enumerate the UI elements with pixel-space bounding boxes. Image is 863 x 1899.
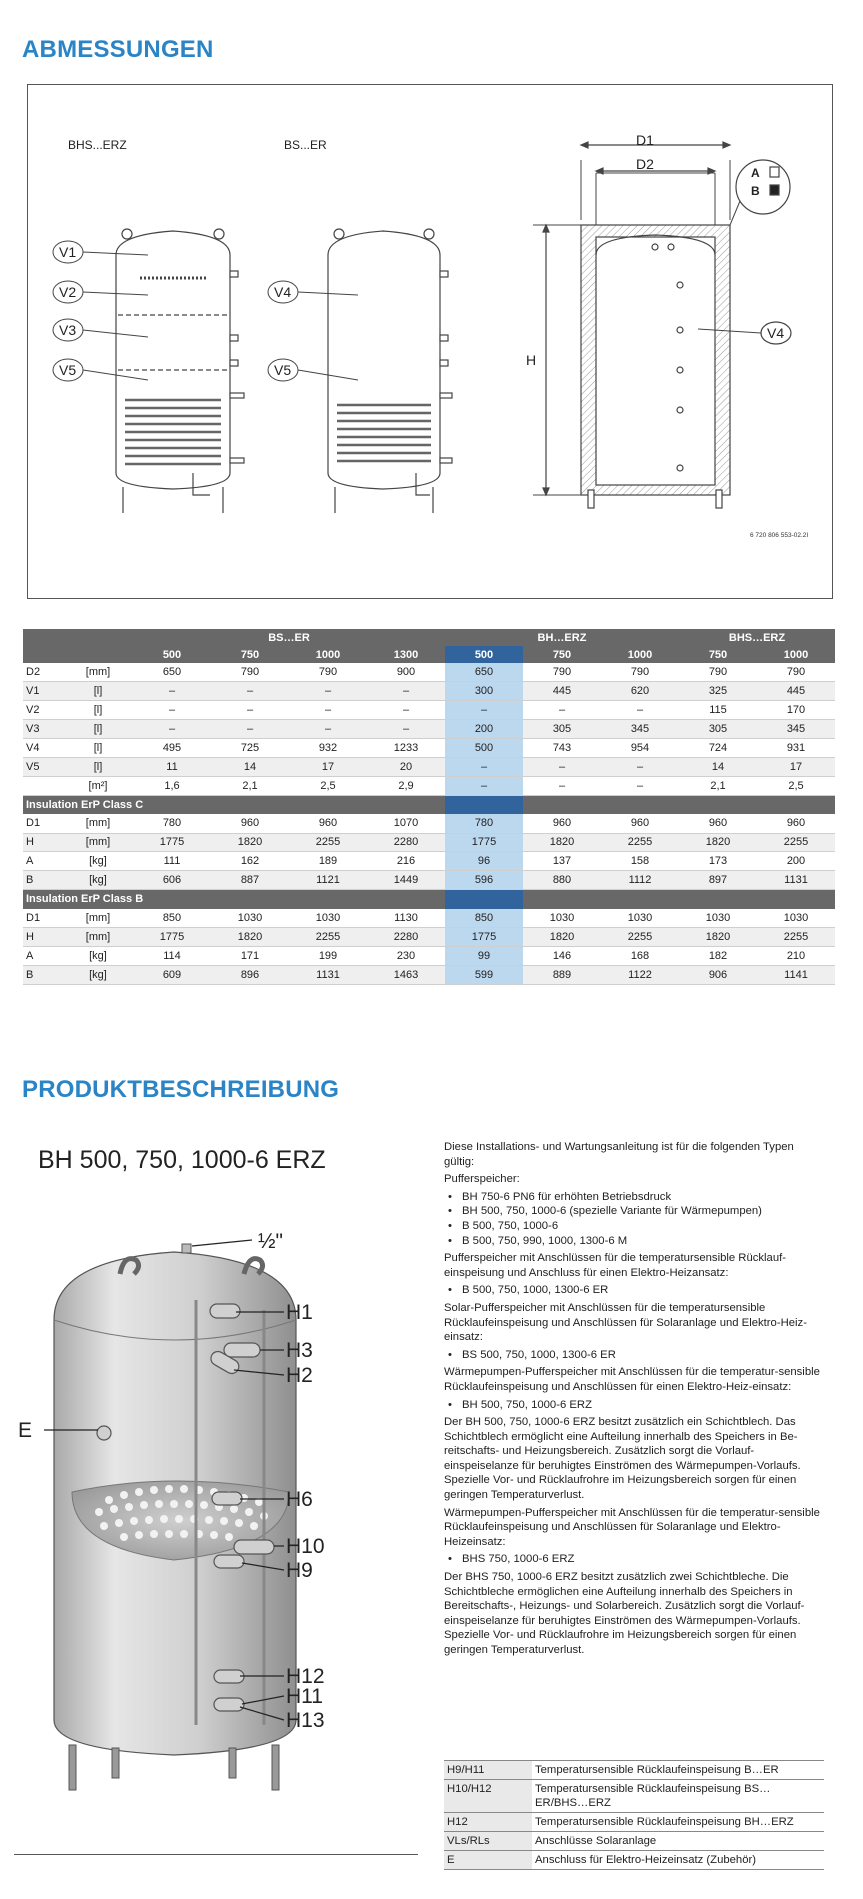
table-cell: 780 — [445, 814, 523, 833]
row-unit: [l] — [63, 720, 133, 739]
table-cell: 300 — [445, 682, 523, 701]
table-cell: 1121 — [289, 871, 367, 890]
table-cell: 1820 — [679, 833, 757, 852]
list-item: • BH 500, 750, 1000-6 (spezielle Variante für Wärmepumpen) — [444, 1204, 824, 1219]
row-unit: [kg] — [63, 946, 133, 965]
table-cell: 17 — [289, 757, 367, 776]
table-cell: 1131 — [757, 871, 835, 890]
table-cell: – — [523, 757, 601, 776]
size-label: 500 — [445, 646, 523, 663]
table-cell: – — [445, 701, 523, 720]
table-cell: 2255 — [757, 927, 835, 946]
table-cell: 960 — [211, 814, 289, 833]
table-row — [23, 965, 835, 984]
table-section-header — [23, 890, 835, 909]
desc-list-2 — [444, 1283, 824, 1298]
table-cell: 1130 — [367, 909, 445, 928]
product-description — [444, 1140, 824, 1661]
table-cell: 1030 — [211, 909, 289, 928]
table-cell: 960 — [601, 814, 679, 833]
table-cell: 495 — [133, 739, 211, 758]
svg-text:H11: H11 — [286, 1685, 323, 1708]
svg-text:H13: H13 — [286, 1709, 325, 1732]
connection-row: H10/H12 Temperatursensible Rücklaufeinspeisung BS…ER/BHS…ERZ — [444, 1780, 824, 1813]
section-label: Insulation ErP Class C — [23, 795, 445, 814]
table-cell: 325 — [679, 682, 757, 701]
table-cell: 897 — [679, 871, 757, 890]
table-cell: 2255 — [757, 833, 835, 852]
table-cell: 305 — [523, 720, 601, 739]
row-unit: [mm] — [63, 663, 133, 682]
group-label: BH…ERZ — [445, 629, 679, 646]
row-label: H — [23, 833, 63, 852]
table-row — [23, 757, 835, 776]
desc-list-3 — [444, 1348, 824, 1363]
table-row — [23, 852, 835, 871]
table-cell: 1030 — [679, 909, 757, 928]
table-cell: 115 — [679, 701, 757, 720]
row-label: B — [23, 871, 63, 890]
label-v4: V4 — [767, 325, 785, 341]
table-cell: 790 — [679, 663, 757, 682]
desc-heading-buffer: Pufferspeicher: — [444, 1173, 520, 1186]
dimensions-heading: ABMESSUNGEN — [22, 36, 214, 63]
table-cell: 1820 — [679, 927, 757, 946]
table-cell: – — [211, 720, 289, 739]
bs-tank-drawing — [328, 229, 452, 513]
table-cell: 1775 — [133, 927, 211, 946]
table-cell: 200 — [757, 852, 835, 871]
table-cell: 880 — [523, 871, 601, 890]
table-cell: 725 — [211, 739, 289, 758]
table-size-header — [23, 646, 835, 663]
row-unit: [l] — [63, 739, 133, 758]
table-cell: – — [133, 720, 211, 739]
table-cell: 230 — [367, 946, 445, 965]
table-cell: 445 — [523, 682, 601, 701]
table-cell: 1449 — [367, 871, 445, 890]
list-item: • BH 500, 750, 1000-6 ERZ — [444, 1398, 824, 1413]
table-cell: 790 — [757, 663, 835, 682]
desc-paragraph: Der BH 500, 750, 1000-6 ERZ besitzt zusätzlich ein Schichtblech. Das Schichtblech ermöglicht eine Aufteilung innerhalb des Speichers in Be-reitschafts- und Heizungsbereich. Zusätzlich sorgt die Vorlauf-einspeiselanze für beruhigtes Einströmen des Wärmepumpen-Vorlaufs. Spezielle Vor- und Rücklaufrohre im Heizungsbereich sorgen für einen geringen Temperaturverlust. — [444, 1416, 801, 1502]
table-cell: – — [601, 776, 679, 795]
table-cell: 111 — [133, 852, 211, 871]
table-cell: 850 — [133, 909, 211, 928]
table-cell: – — [289, 701, 367, 720]
table-cell: 14 — [679, 757, 757, 776]
row-unit: [mm] — [63, 814, 133, 833]
table-cell: 1820 — [523, 833, 601, 852]
table-cell: 1030 — [757, 909, 835, 928]
table-row — [23, 720, 835, 739]
table-cell: 931 — [757, 739, 835, 758]
size-label: 1000 — [289, 646, 367, 663]
dimension-drawing — [27, 84, 833, 599]
dimensions-table — [23, 629, 835, 985]
table-row — [23, 663, 835, 682]
table-cell: 1131 — [289, 965, 367, 984]
row-unit: [mm] — [63, 833, 133, 852]
product-title: BH 500, 750, 1000-6 ERZ — [38, 1146, 326, 1174]
table-cell: – — [367, 682, 445, 701]
table-cell: 790 — [289, 663, 367, 682]
table-cell: 137 — [523, 852, 601, 871]
desc-list-5 — [444, 1552, 824, 1567]
table-cell: 445 — [757, 682, 835, 701]
table-cell: 99 — [445, 946, 523, 965]
table-cell: 210 — [757, 946, 835, 965]
row-label: H — [23, 927, 63, 946]
row-label: V2 — [23, 701, 63, 720]
table-cell: 1820 — [211, 833, 289, 852]
table-cell: 216 — [367, 852, 445, 871]
table-row — [23, 814, 835, 833]
tank-body — [54, 1244, 296, 1790]
table-cell: 2255 — [601, 833, 679, 852]
table-cell: 146 — [523, 946, 601, 965]
table-cell: 2,9 — [367, 776, 445, 795]
svg-text:½": ½" — [258, 1230, 283, 1253]
svg-text:V4: V4 — [274, 284, 292, 300]
bhs-tank-drawing — [116, 229, 244, 513]
label-bs: BS...ER — [284, 138, 327, 152]
table-cell: 887 — [211, 871, 289, 890]
list-item: • B 500, 750, 1000, 1300-6 ER — [444, 1283, 824, 1298]
size-label: 500 — [133, 646, 211, 663]
list-item: • B 500, 750, 1000-6 — [444, 1219, 824, 1234]
table-cell: 1112 — [601, 871, 679, 890]
table-cell: 1233 — [367, 739, 445, 758]
table-cell: 960 — [523, 814, 601, 833]
table-cell: 1463 — [367, 965, 445, 984]
table-row — [23, 833, 835, 852]
table-cell: 599 — [445, 965, 523, 984]
row-label: D2 — [23, 663, 63, 682]
table-cell: 2255 — [289, 927, 367, 946]
table-cell: 1775 — [445, 927, 523, 946]
table-cell: 189 — [289, 852, 367, 871]
row-unit: [kg] — [63, 871, 133, 890]
table-cell: – — [445, 776, 523, 795]
desc-intro: Diese Installations- und Wartungsanleitung ist für die folgenden Typen gültig: — [444, 1141, 794, 1168]
svg-text:V5: V5 — [59, 362, 77, 378]
table-cell: 960 — [757, 814, 835, 833]
desc-paragraph: Der BHS 750, 1000-6 ERZ besitzt zusätzlich zwei Schichtbleche. Die Schichtbleche ermöglichen eine Aufteilung innerhalb des Speichers in Bereitschafts-, Heizungs- und Solarbereich. Zusätzlich sorgt die Vorlauf-einspeiselanze für beruhigtes Einströmen des Wärmepumpen-Vorlaufs. Spezielle Vor- und Rücklaufrohre im Heizungsbereich sorgen für einen geringen Temperaturverlust. — [444, 1571, 805, 1656]
row-label: V5 — [23, 757, 63, 776]
table-cell: – — [289, 720, 367, 739]
row-unit: [l] — [63, 701, 133, 720]
row-unit: [kg] — [63, 965, 133, 984]
table-cell: 2,5 — [757, 776, 835, 795]
size-label: 1300 — [367, 646, 445, 663]
table-row — [23, 927, 835, 946]
table-cell: 170 — [757, 701, 835, 720]
drawing-reference: 6 720 806 553-02.2I — [750, 532, 809, 539]
table-cell: 1820 — [211, 927, 289, 946]
table-cell: 200 — [445, 720, 523, 739]
table-cell: – — [523, 701, 601, 720]
table-cell: 850 — [445, 909, 523, 928]
table-cell: 932 — [289, 739, 367, 758]
table-cell: 620 — [601, 682, 679, 701]
table-cell: 889 — [523, 965, 601, 984]
table-cell: – — [367, 701, 445, 720]
size-label: 1000 — [601, 646, 679, 663]
svg-text:H2: H2 — [286, 1364, 313, 1387]
connection-row: H12 Temperatursensible Rücklaufeinspeisung BH…ERZ — [444, 1813, 824, 1832]
row-unit: [m²] — [63, 776, 133, 795]
table-cell: 1070 — [367, 814, 445, 833]
table-cell: 1141 — [757, 965, 835, 984]
row-label: V1 — [23, 682, 63, 701]
table-group-header — [23, 629, 835, 646]
size-label: 750 — [211, 646, 289, 663]
table-row — [23, 909, 835, 928]
group-label: BS…ER — [133, 629, 445, 646]
label-b: B — [751, 184, 760, 198]
row-label: D1 — [23, 909, 63, 928]
table-cell: 345 — [601, 720, 679, 739]
table-row — [23, 776, 835, 795]
table-cell: 1,6 — [133, 776, 211, 795]
table-cell: 2,1 — [679, 776, 757, 795]
table-cell: 168 — [601, 946, 679, 965]
size-label: 750 — [679, 646, 757, 663]
row-unit: [mm] — [63, 927, 133, 946]
list-item: • BHS 750, 1000-6 ERZ — [444, 1552, 824, 1567]
table-cell: 1030 — [601, 909, 679, 928]
connection-row: E Anschluss für Elektro-Heizeinsatz (Zubehör) — [444, 1851, 824, 1870]
table-cell: – — [367, 720, 445, 739]
svg-text:E: E — [18, 1419, 33, 1442]
list-item: • BS 500, 750, 1000, 1300-6 ER — [444, 1348, 824, 1363]
table-cell: 182 — [679, 946, 757, 965]
row-unit: [l] — [63, 682, 133, 701]
size-label: 1000 — [757, 646, 835, 663]
table-cell: 650 — [445, 663, 523, 682]
size-label: 750 — [523, 646, 601, 663]
row-unit: [mm] — [63, 909, 133, 928]
table-section-header — [23, 795, 835, 814]
svg-text:H9: H9 — [286, 1559, 313, 1582]
table-cell: 173 — [679, 852, 757, 871]
table-cell: 2255 — [601, 927, 679, 946]
table-row — [23, 701, 835, 720]
table-row — [23, 871, 835, 890]
table-row — [23, 682, 835, 701]
label-a: A — [751, 166, 760, 180]
table-cell: 790 — [601, 663, 679, 682]
row-label: B — [23, 965, 63, 984]
table-cell: 305 — [679, 720, 757, 739]
table-cell: 1820 — [523, 927, 601, 946]
table-cell: 900 — [367, 663, 445, 682]
table-cell: 1775 — [133, 833, 211, 852]
table-cell: – — [523, 776, 601, 795]
row-unit: [l] — [63, 757, 133, 776]
list-item: • B 500, 750, 990, 1000, 1300-6 M — [444, 1234, 824, 1249]
table-cell: 790 — [211, 663, 289, 682]
svg-text:H3: H3 — [286, 1339, 313, 1362]
table-cell: 790 — [523, 663, 601, 682]
svg-text:V2: V2 — [59, 284, 77, 300]
table-cell: 345 — [757, 720, 835, 739]
table-cell: 20 — [367, 757, 445, 776]
row-unit: [kg] — [63, 852, 133, 871]
table-cell: 780 — [133, 814, 211, 833]
table-cell: – — [289, 682, 367, 701]
table-cell: 11 — [133, 757, 211, 776]
desc-paragraph: Pufferspeicher mit Anschlüssen für die temperatursensible Rücklauf-einspeisung und Anschluss für einen Elektro-Heizansatz: — [444, 1252, 787, 1279]
desc-paragraph: Wärmepumpen-Pufferspeicher mit Anschlüssen für die temperatur-sensible Rücklaufeinspeisung und Anschlüssen für Solaranlage und Elektro-Heizeinsatz: — [444, 1506, 820, 1548]
svg-text:H12: H12 — [286, 1665, 325, 1688]
desc-paragraph: Wärmepumpen-Pufferspeicher mit Anschlüssen für die temperatur-sensible Rücklaufeinspeisung und Anschlüssen für einen Elektro-Heiz-einsatz: — [444, 1366, 820, 1393]
label-d1: D1 — [636, 132, 654, 148]
table-row — [23, 739, 835, 758]
row-label: A — [23, 852, 63, 871]
desc-paragraph: Solar-Pufferspeicher mit Anschlüssen für die temperatursensible Rücklaufeinspeisung und Anschlüssen für Solaranlage und Elektro-Heiz-einsatz: — [444, 1301, 807, 1344]
group-label: BHS…ERZ — [679, 629, 835, 646]
table-cell: 1775 — [445, 833, 523, 852]
row-label: D1 — [23, 814, 63, 833]
table-cell: – — [133, 682, 211, 701]
connections-table — [444, 1760, 824, 1870]
table-cell: 650 — [133, 663, 211, 682]
list-item: • BH 750-6 PN6 für erhöhten Betriebsdruck — [444, 1190, 824, 1205]
table-cell: 960 — [289, 814, 367, 833]
table-cell: 17 — [757, 757, 835, 776]
svg-text:V5: V5 — [274, 362, 292, 378]
connection-row: VLs/RLs Anschlüsse Solaranlage — [444, 1832, 824, 1851]
table-cell: 162 — [211, 852, 289, 871]
table-cell: 743 — [523, 739, 601, 758]
label-d2: D2 — [636, 156, 654, 172]
label-bhs: BHS...ERZ — [68, 138, 127, 152]
label-h: H — [526, 352, 537, 368]
table-cell: – — [211, 701, 289, 720]
table-cell: 2280 — [367, 833, 445, 852]
section-label: Insulation ErP Class B — [23, 890, 445, 909]
table-cell: 724 — [679, 739, 757, 758]
svg-text:V3: V3 — [59, 322, 77, 338]
table-cell: – — [601, 701, 679, 720]
table-cell: 609 — [133, 965, 211, 984]
table-cell: 2280 — [367, 927, 445, 946]
table-cell: 500 — [445, 739, 523, 758]
connection-row: H9/H11 Temperatursensible Rücklaufeinspeisung B…ER — [444, 1761, 824, 1780]
row-label: V4 — [23, 739, 63, 758]
table-cell: 2,1 — [211, 776, 289, 795]
product-drawing — [14, 1230, 414, 1800]
table-row — [23, 946, 835, 965]
table-cell: 1122 — [601, 965, 679, 984]
svg-text:H10: H10 — [286, 1535, 325, 1558]
product-heading: PRODUKTBESCHREIBUNG — [22, 1076, 340, 1103]
table-cell: 158 — [601, 852, 679, 871]
desc-list-4 — [444, 1398, 824, 1413]
svg-text:H1: H1 — [286, 1301, 313, 1324]
desc-list-1 — [444, 1190, 824, 1248]
table-cell: 171 — [211, 946, 289, 965]
table-cell: – — [601, 757, 679, 776]
table-cell: 2,5 — [289, 776, 367, 795]
table-cell: 954 — [601, 739, 679, 758]
table-cell: 960 — [679, 814, 757, 833]
table-cell: – — [445, 757, 523, 776]
table-cell: 1030 — [523, 909, 601, 928]
table-cell: – — [211, 682, 289, 701]
footer-rule — [14, 1854, 418, 1855]
table-cell: 96 — [445, 852, 523, 871]
row-label — [23, 776, 63, 795]
row-label: A — [23, 946, 63, 965]
table-cell: 896 — [211, 965, 289, 984]
row-label: V3 — [23, 720, 63, 739]
table-cell: 199 — [289, 946, 367, 965]
table-cell: 14 — [211, 757, 289, 776]
svg-text:H6: H6 — [286, 1488, 313, 1511]
table-cell: 2255 — [289, 833, 367, 852]
table-cell: – — [133, 701, 211, 720]
svg-text:V1: V1 — [59, 244, 77, 260]
table-cell: 596 — [445, 871, 523, 890]
table-cell: 606 — [133, 871, 211, 890]
table-cell: 906 — [679, 965, 757, 984]
table-cell: 114 — [133, 946, 211, 965]
table-cell: 1030 — [289, 909, 367, 928]
